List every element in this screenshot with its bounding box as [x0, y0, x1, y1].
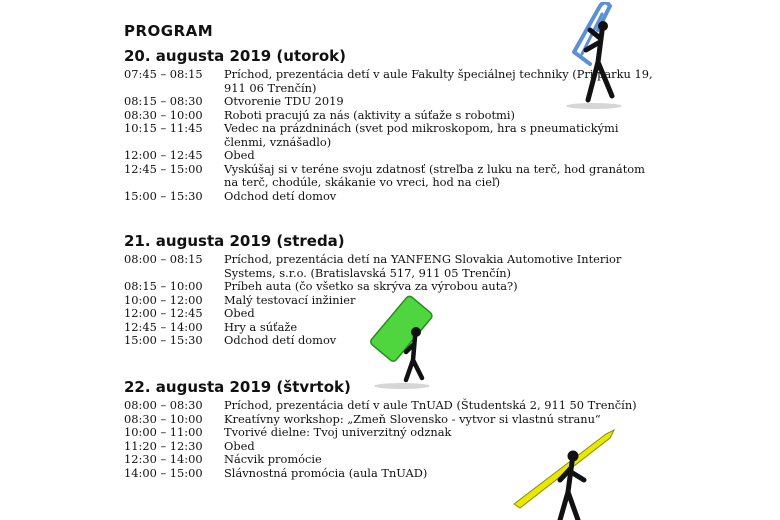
activity: Príchod, prezentácia detí na YANFENG Slovakia Automotive Interior Systems, s.r.o. (Bratislavská 517, 911 05 Trenčín)	[224, 252, 622, 280]
time-range: 15:00 – 15:30	[124, 333, 203, 347]
schedule-row	[124, 149, 654, 163]
time-range: 08:15 – 10:00	[124, 279, 203, 293]
time-range: 12:30 – 14:00	[124, 452, 203, 466]
schedule-row	[124, 280, 654, 294]
time-range: 10:15 – 11:45	[124, 121, 203, 135]
activity: Vyskúšaj si v teréne svoju zdatnosť (streľba z luku na terč, hod granátom na terč, chodúle, skákanie vo vreci, hod na cieľ)	[224, 161, 645, 189]
activity: Hry a súťaže	[224, 319, 298, 334]
schedule-row	[124, 163, 654, 190]
schedule-row	[124, 253, 654, 280]
day-title: 21. augusta 2019 (streda)	[124, 232, 345, 250]
activity: Tvorivé dielne: Tvoj univerzitný odznak	[224, 425, 452, 439]
time-range: 08:00 – 08:15	[124, 252, 203, 266]
activity: Slávnostná promócia (aula TnUAD)	[224, 465, 428, 480]
time-range: 14:00 – 15:00	[124, 465, 203, 480]
activity: Roboti pracujú za nás (aktivity a súťaže s robotmi)	[224, 107, 515, 122]
time-range: 12:00 – 12:45	[124, 306, 203, 320]
time-range: 08:30 – 10:00	[124, 411, 203, 426]
time-range: 08:00 – 08:30	[124, 398, 203, 412]
paperclip-carrier-icon	[560, 2, 640, 114]
activity: Príchod, prezentácia detí v aule Fakulty špeciálnej techniky (Pri parku 19, 911 06 Trenčín)	[224, 67, 653, 95]
activity: Vedec na prázdninách (svet pod mikroskopom, hra s pneumatickými členmi, vznášadlo)	[224, 121, 619, 149]
time-range: 10:00 – 11:00	[124, 425, 203, 439]
time-range: 12:00 – 12:45	[124, 148, 203, 162]
time-range: 11:20 – 12:30	[124, 438, 203, 453]
activity: Obed	[224, 148, 255, 162]
activity: Príbeh auta (čo všetko sa skrýva za výrobou auta?)	[224, 279, 518, 293]
schedule-row	[124, 122, 654, 149]
activity: Odchod detí domov	[224, 333, 337, 347]
activity: Otvorenie TDU 2019	[224, 94, 344, 108]
time-range: 12:45 – 15:00	[124, 161, 203, 176]
yellow-pencil-carrier-icon	[508, 428, 620, 520]
schedule-row	[124, 190, 654, 204]
time-range: 10:00 – 12:00	[124, 292, 203, 307]
activity: Obed	[224, 438, 255, 453]
page-title: PROGRAM	[124, 22, 214, 40]
activity: Kreatívny workshop: „Zmeň Slovensko - vytvor si vlastnú stranu“	[224, 411, 601, 426]
activity: Príchod, prezentácia detí v aule TnUAD (Študentská 2, 911 50 Trenčín)	[224, 398, 637, 412]
day-title: 22. augusta 2019 (štvrtok)	[124, 378, 351, 396]
time-range: 08:30 – 10:00	[124, 107, 203, 122]
activity: Obed	[224, 306, 255, 320]
time-range: 15:00 – 15:30	[124, 188, 203, 203]
activity: Nácvik promócie	[224, 452, 322, 466]
schedule-row	[124, 413, 654, 427]
green-card-carrier-icon	[370, 294, 450, 392]
time-range: 12:45 – 14:00	[124, 319, 203, 334]
activity: Malý testovací inžinier	[224, 292, 356, 307]
activity: Odchod detí domov	[224, 188, 337, 203]
day-title: 20. augusta 2019 (utorok)	[124, 47, 346, 65]
schedule-row	[124, 399, 654, 413]
time-range: 07:45 – 08:15	[124, 67, 203, 81]
time-range: 08:15 – 08:30	[124, 94, 203, 108]
